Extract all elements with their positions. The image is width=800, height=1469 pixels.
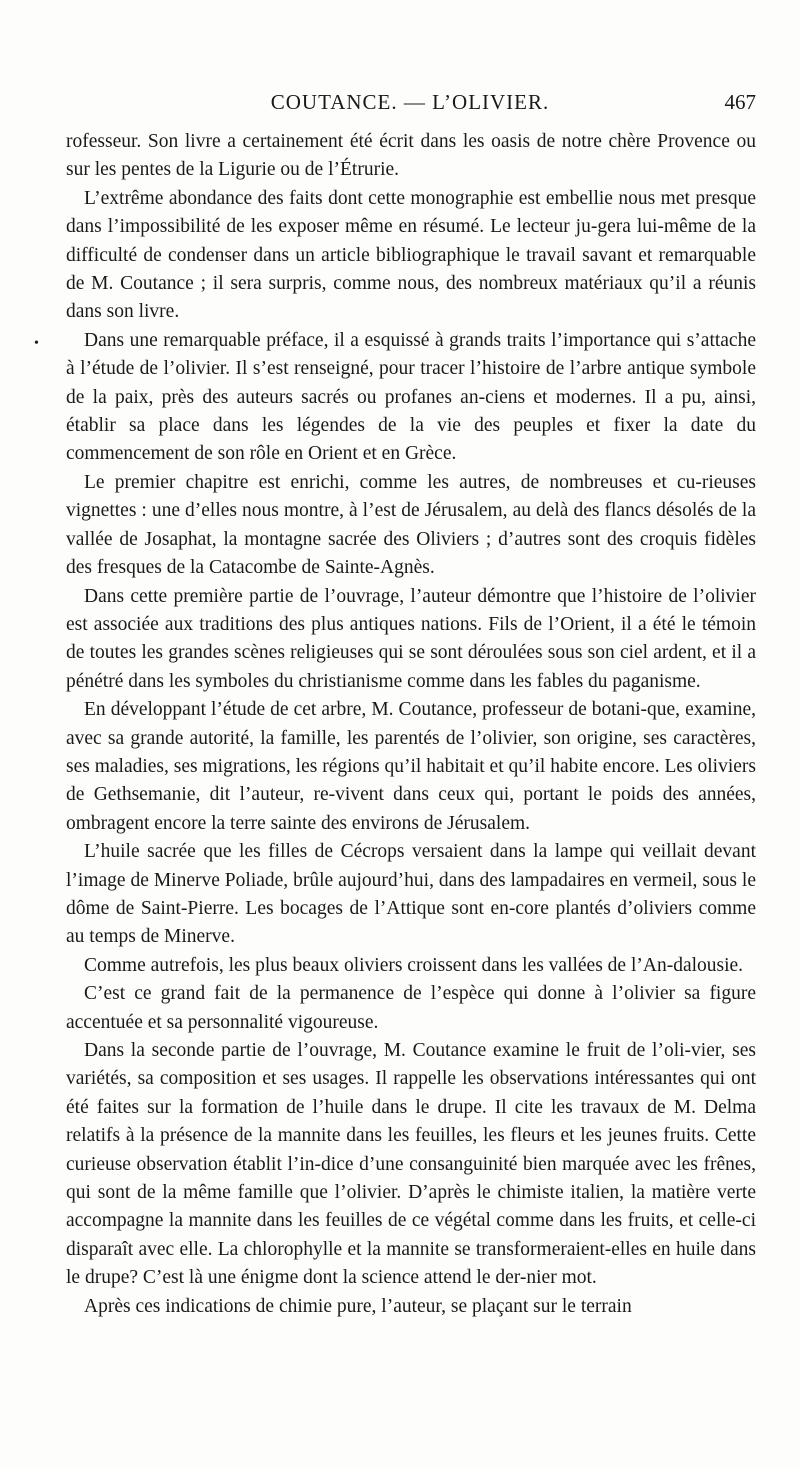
paragraph: Dans cette première partie de l’ouvrage, l’auteur démontre que l’histoire de l’olivier est associée aux traditions des plus antiques nations. Fils de l’Orient, il a été le témoin de toutes les grandes scènes religieuses qui se sont déroulées sous son ciel ardent, et il a pénétré dans les symboles du christianisme comme dans les fables du paganisme. <box>66 585 756 692</box>
running-title: COUTANCE. — L’OLIVIER. <box>270 90 550 114</box>
paragraph: L’huile sacrée que les filles de Cécrops versaient dans la lampe qui veillait devant l’image de Minerve Poliade, brûle aujourd’hui, dans des lampadaires en vermeil, sous le dôme de Saint-Pierre. Les bocages de l’Attique sont en-core plantés d’oliviers comme au temps de Minerve. <box>66 841 756 948</box>
paragraph: L’extrême abondance des faits dont cette monographie est embellie nous met presque dans l’impossibilité de les exposer même en résumé. Le lecteur ju-gera lui-même de la difficulté de condenser dans un article bibliographique le travail savant et remarquable de M. Coutance ; il sera surpris, comme nous, des nombreux matériaux qu’il a réunis dans son livre. <box>66 187 756 323</box>
paragraph: En développant l’étude de cet arbre, M. Coutance, professeur de botani-que, examine, avec sa grande autorité, la famille, les parentés de l’olivier, son origine, ses caractères, ses maladies, ses migrations, les régions qu’il habitait et qu’il habite encore. Les oliviers de Gethsemanie, dit l’auteur, re-vivent dans ceux qui, portant le poids des années, ombragent encore la terre sainte des environs de Jérusalem. <box>66 699 756 834</box>
paragraph: Dans la seconde partie de l’ouvrage, M. Coutance examine le fruit de l’oli-vier, ses variétés, sa composition et ses usages. Il rappelle les observations intéressantes qui ont été faites sur la formation de l’huile dans le drupe. Il cite les travaux de M. Delma relatifs à la présence de la mannite dans les feuilles, les fleurs et les jeunes fruits. Cette curieuse observation établit l’in-dice d’une consanguinité bien marquée avec les frênes, qui sont de la même famille que l’olivier. D’après le chimiste italien, la matière verte accompagne la mannite dans les feuilles de ce végétal comme dans les fruits, et celle-ci disparaît avec elle. La chlorophylle et la mannite se transformeraient-elles en huile dans le drupe? C’est là une énigme dont la science attend le der-nier mot. <box>66 1040 756 1289</box>
paragraph: C’est ce grand fait de la permanence de l’espèce qui donne à l’olivier sa figure accentuée et sa personnalité vigoureuse. <box>66 983 756 1033</box>
body-text <box>66 128 756 1321</box>
paragraph: Dans une remarquable préface, il a esquissé à grands traits l’importance qui s’attache à l’étude de l’olivier. Il s’est renseigné, pour tracer l’histoire de l’arbre antique symbole de la paix, près des auteurs sacrés ou profanes an-ciens et modernes. Il a pu, ainsi, établir sa place dans les légendes de la vie des peuples et fixer la date du commencement de son rôle en Orient et en Grèce. <box>66 329 756 465</box>
margin-bullet-mark: • <box>34 336 39 351</box>
paragraph: Comme autrefois, les plus beaux oliviers croissent dans les vallées de l’An-dalousie. <box>84 954 744 976</box>
paragraph: rofesseur. Son livre a certainement été écrit dans les oasis de notre chère Provence ou sur les pentes de la Ligurie ou de l’Étrurie. <box>66 131 756 181</box>
paragraph: Après ces indications de chimie pure, l’auteur, se plaçant sur le terrain <box>84 1295 632 1317</box>
page-number: 467 <box>724 90 756 114</box>
paragraph: Le premier chapitre est enrichi, comme les autres, de nombreuses et cu-rieuses vignettes : une d’elles nous montre, à l’est de Jérusalem, au delà des flancs désolés de la vallée de Josaphat, la montagne sacrée des Oliviers ; d’autres sont des croquis fidèles des fresques de la Catacombe de Sainte-Agnès. <box>66 471 756 579</box>
running-head <box>60 88 760 122</box>
